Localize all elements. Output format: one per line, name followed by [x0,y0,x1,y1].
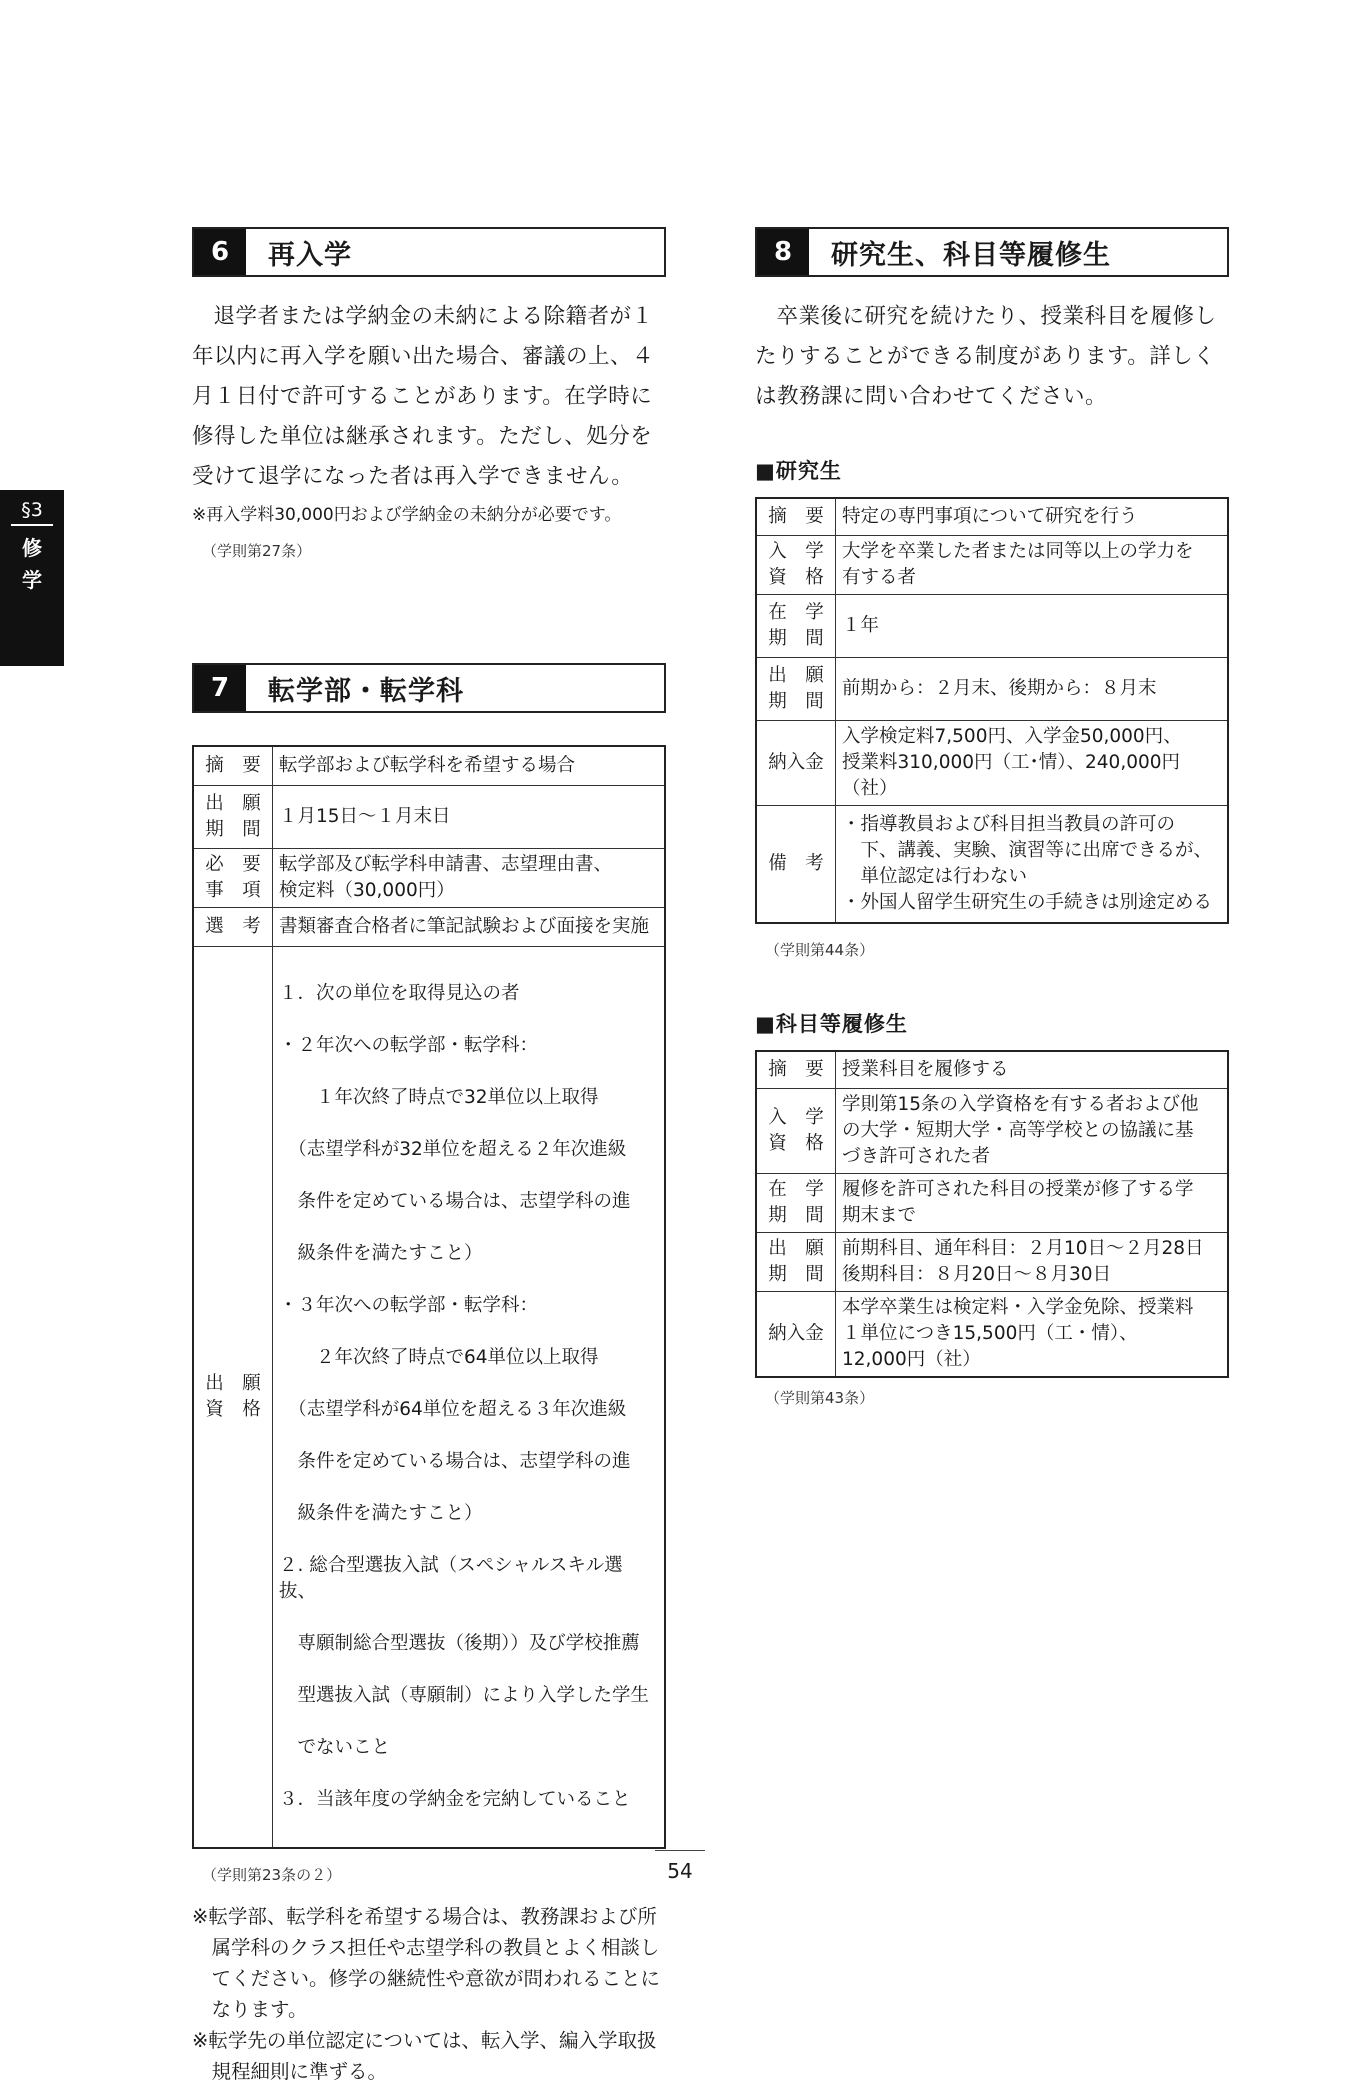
list-item: でないこと [279,1737,391,1758]
row-label: 摘 要 [193,746,273,786]
table-row [756,806,1228,924]
table-row [193,746,665,786]
list-item: ・２年次への転学部・転学科： [279,1035,539,1056]
list-item: 級条件を満たすこと） [279,1503,483,1524]
table-row [756,721,1228,806]
table-row [756,1233,1228,1292]
row-value: 転学部及び転学科申請書、志望理由書、 検定料（30,000円） [273,849,666,908]
research-student-heading: ■研究生 [755,459,842,483]
section-7-title: 転学部・転学科 [268,675,464,707]
row-label: 在 学 期 間 [756,1174,836,1233]
list-item: ２年次終了時点で64単位以上取得 [279,1347,599,1368]
table-row [756,1051,1228,1089]
row-value: 書類審査合格者に筆記試験および面接を実施 [273,908,666,947]
table-row [756,595,1228,658]
list-item: ３．当該年度の学納金を完納していること [279,1789,631,1810]
table-row [756,1174,1228,1233]
section-7-citation: （学則第23条の２） [202,1866,342,1884]
row-label: 出 願 期 間 [756,1233,836,1292]
course-student-heading: ■科目等履修生 [755,1012,908,1036]
list-item: 級条件を満たすこと） [279,1243,483,1264]
section-6-citation: （学則第27条） [202,542,312,560]
row-label: 納入金 [756,721,836,806]
section-8-header [755,227,1229,277]
page-number: 54 [655,1850,705,1883]
section-7-number: 7 [194,665,246,711]
row-value: ・指導教員および科目担当教員の許可の 下、講義、実験、演習等に出席できるが、 単位認定は行わない ・外国人留学生研究生の手続きは別途定める [836,806,1229,924]
note-item: ※転学先の単位認定については、転入学、編入学取扱規程細則に準ずる。 [192,2029,657,2083]
row-value: １月15日～１月末日 [273,786,666,849]
table-row [756,1292,1228,1378]
course-student-table [755,1050,1229,1378]
row-value: 前期から：２月末、後期から：８月末 [836,658,1229,721]
row-value: 転学部および転学科を希望する場合 [273,746,666,786]
row-label: 摘 要 [756,498,836,536]
row-label: 入 学 資 格 [756,536,836,595]
section-8-paragraph: 卒業後に研究を続けたり、授業科目を履修したりすることができる制度があります。詳しくは教務課に問い合わせてください。 [755,304,1217,409]
row-label: 出 願 期 間 [756,658,836,721]
list-item: （志望学科が32単位を超える２年次進級 [279,1139,627,1160]
row-value: 履修を許可された科目の授業が修了する学 期末まで [836,1174,1229,1233]
table-row [193,849,665,908]
list-item: ・３年次への転学部・転学科： [279,1295,539,1316]
section-6-note: ※再入学料30,000円および学納金の未納分が必要です。 [192,505,622,525]
section-6-number: 6 [194,229,246,275]
row-label: 選 考 [193,908,273,947]
row-value: 授業科目を履修する [836,1051,1229,1089]
list-item: （志望学科が64単位を超える３年次進級 [279,1399,627,1420]
section-side-tab [0,490,64,666]
section-6-header [192,227,666,277]
side-tab-divider [11,524,53,526]
row-label: 出 願 資 格 [193,947,273,1849]
table-row [756,1089,1228,1174]
transfer-table [192,745,666,1849]
table-row [756,536,1228,595]
section-7-notes [192,1901,666,2087]
section-8-title: 研究生、科目等履修生 [831,239,1111,271]
list-item: 専願制総合型選抜（後期））及び学校推薦 [279,1633,640,1654]
section-marker: §3 [21,499,43,521]
row-label: 入 学 資 格 [756,1089,836,1174]
row-value: 本学卒業生は検定料・入学金免除、授業料 １単位につき15,500円（工・情）、 12,000円（社） [836,1292,1229,1378]
section-6-title: 再入学 [268,239,352,271]
course-citation: （学則第43条） [765,1389,875,1407]
side-tab-char-2: 学 [22,568,42,592]
row-label: 納入金 [756,1292,836,1378]
list-item: 型選抜入試（専願制）により入学した学生 [279,1685,650,1706]
list-item: １．次の単位を取得見込の者 [279,983,520,1004]
section-8-number: 8 [757,229,809,275]
list-item: 条件を定めている場合は、志望学科の進 [279,1451,631,1472]
side-tab-char-1: 修 [22,536,42,560]
list-item: ２. 総合型選抜入試（スペシャルスキル選抜、 [279,1555,623,1602]
left-column [192,227,666,2087]
table-row [193,786,665,849]
row-value: 学則第15条の入学資格を有する者および他 の大学・短期大学・高等学校との協議に基 づき許可された者 [836,1089,1229,1174]
row-value: 入学検定料7,500円、入学金50,000円、 授業料310,000円（工･情）、240,000円（社） [836,721,1229,806]
row-value: 前期科目、通年科目：２月10日～２月28日 後期科目：８月20日～８月30日 [836,1233,1229,1292]
row-label: 摘 要 [756,1051,836,1089]
row-label: 在 学 期 間 [756,595,836,658]
table-row [193,947,665,1849]
table-row [756,658,1228,721]
list-item: 条件を定めている場合は、志望学科の進 [279,1191,631,1212]
row-label: 備 考 [756,806,836,924]
section-7-header [192,663,666,713]
list-item: １年次終了時点で32単位以上取得 [279,1087,599,1108]
right-column [755,227,1229,1410]
note-item: ※転学部、転学科を希望する場合は、教務課および所属学科のクラス担任や志望学科の教員とよく相談してください。修学の継続性や意欲が問われることになります。 [192,1905,661,2021]
table-row [193,908,665,947]
research-citation: （学則第44条） [765,941,875,959]
table-row [756,498,1228,536]
row-label: 必 要 事 項 [193,849,273,908]
research-student-table [755,497,1229,924]
row-label: 出 願 期 間 [193,786,273,849]
row-value: １年 [836,595,1229,658]
row-value: 特定の専門事項について研究を行う [836,498,1229,536]
eligibility-list [273,947,666,1849]
row-value: 大学を卒業した者または同等以上の学力を 有する者 [836,536,1229,595]
section-6-paragraph: 退学者または学納金の未納による除籍者が１年以内に再入学を願い出た場合、審議の上、４月１日付で許可することがあります。在学時に修得した単位は継承されます。ただし、処分を受けて退学になった者は再入学できません。 [192,304,655,489]
